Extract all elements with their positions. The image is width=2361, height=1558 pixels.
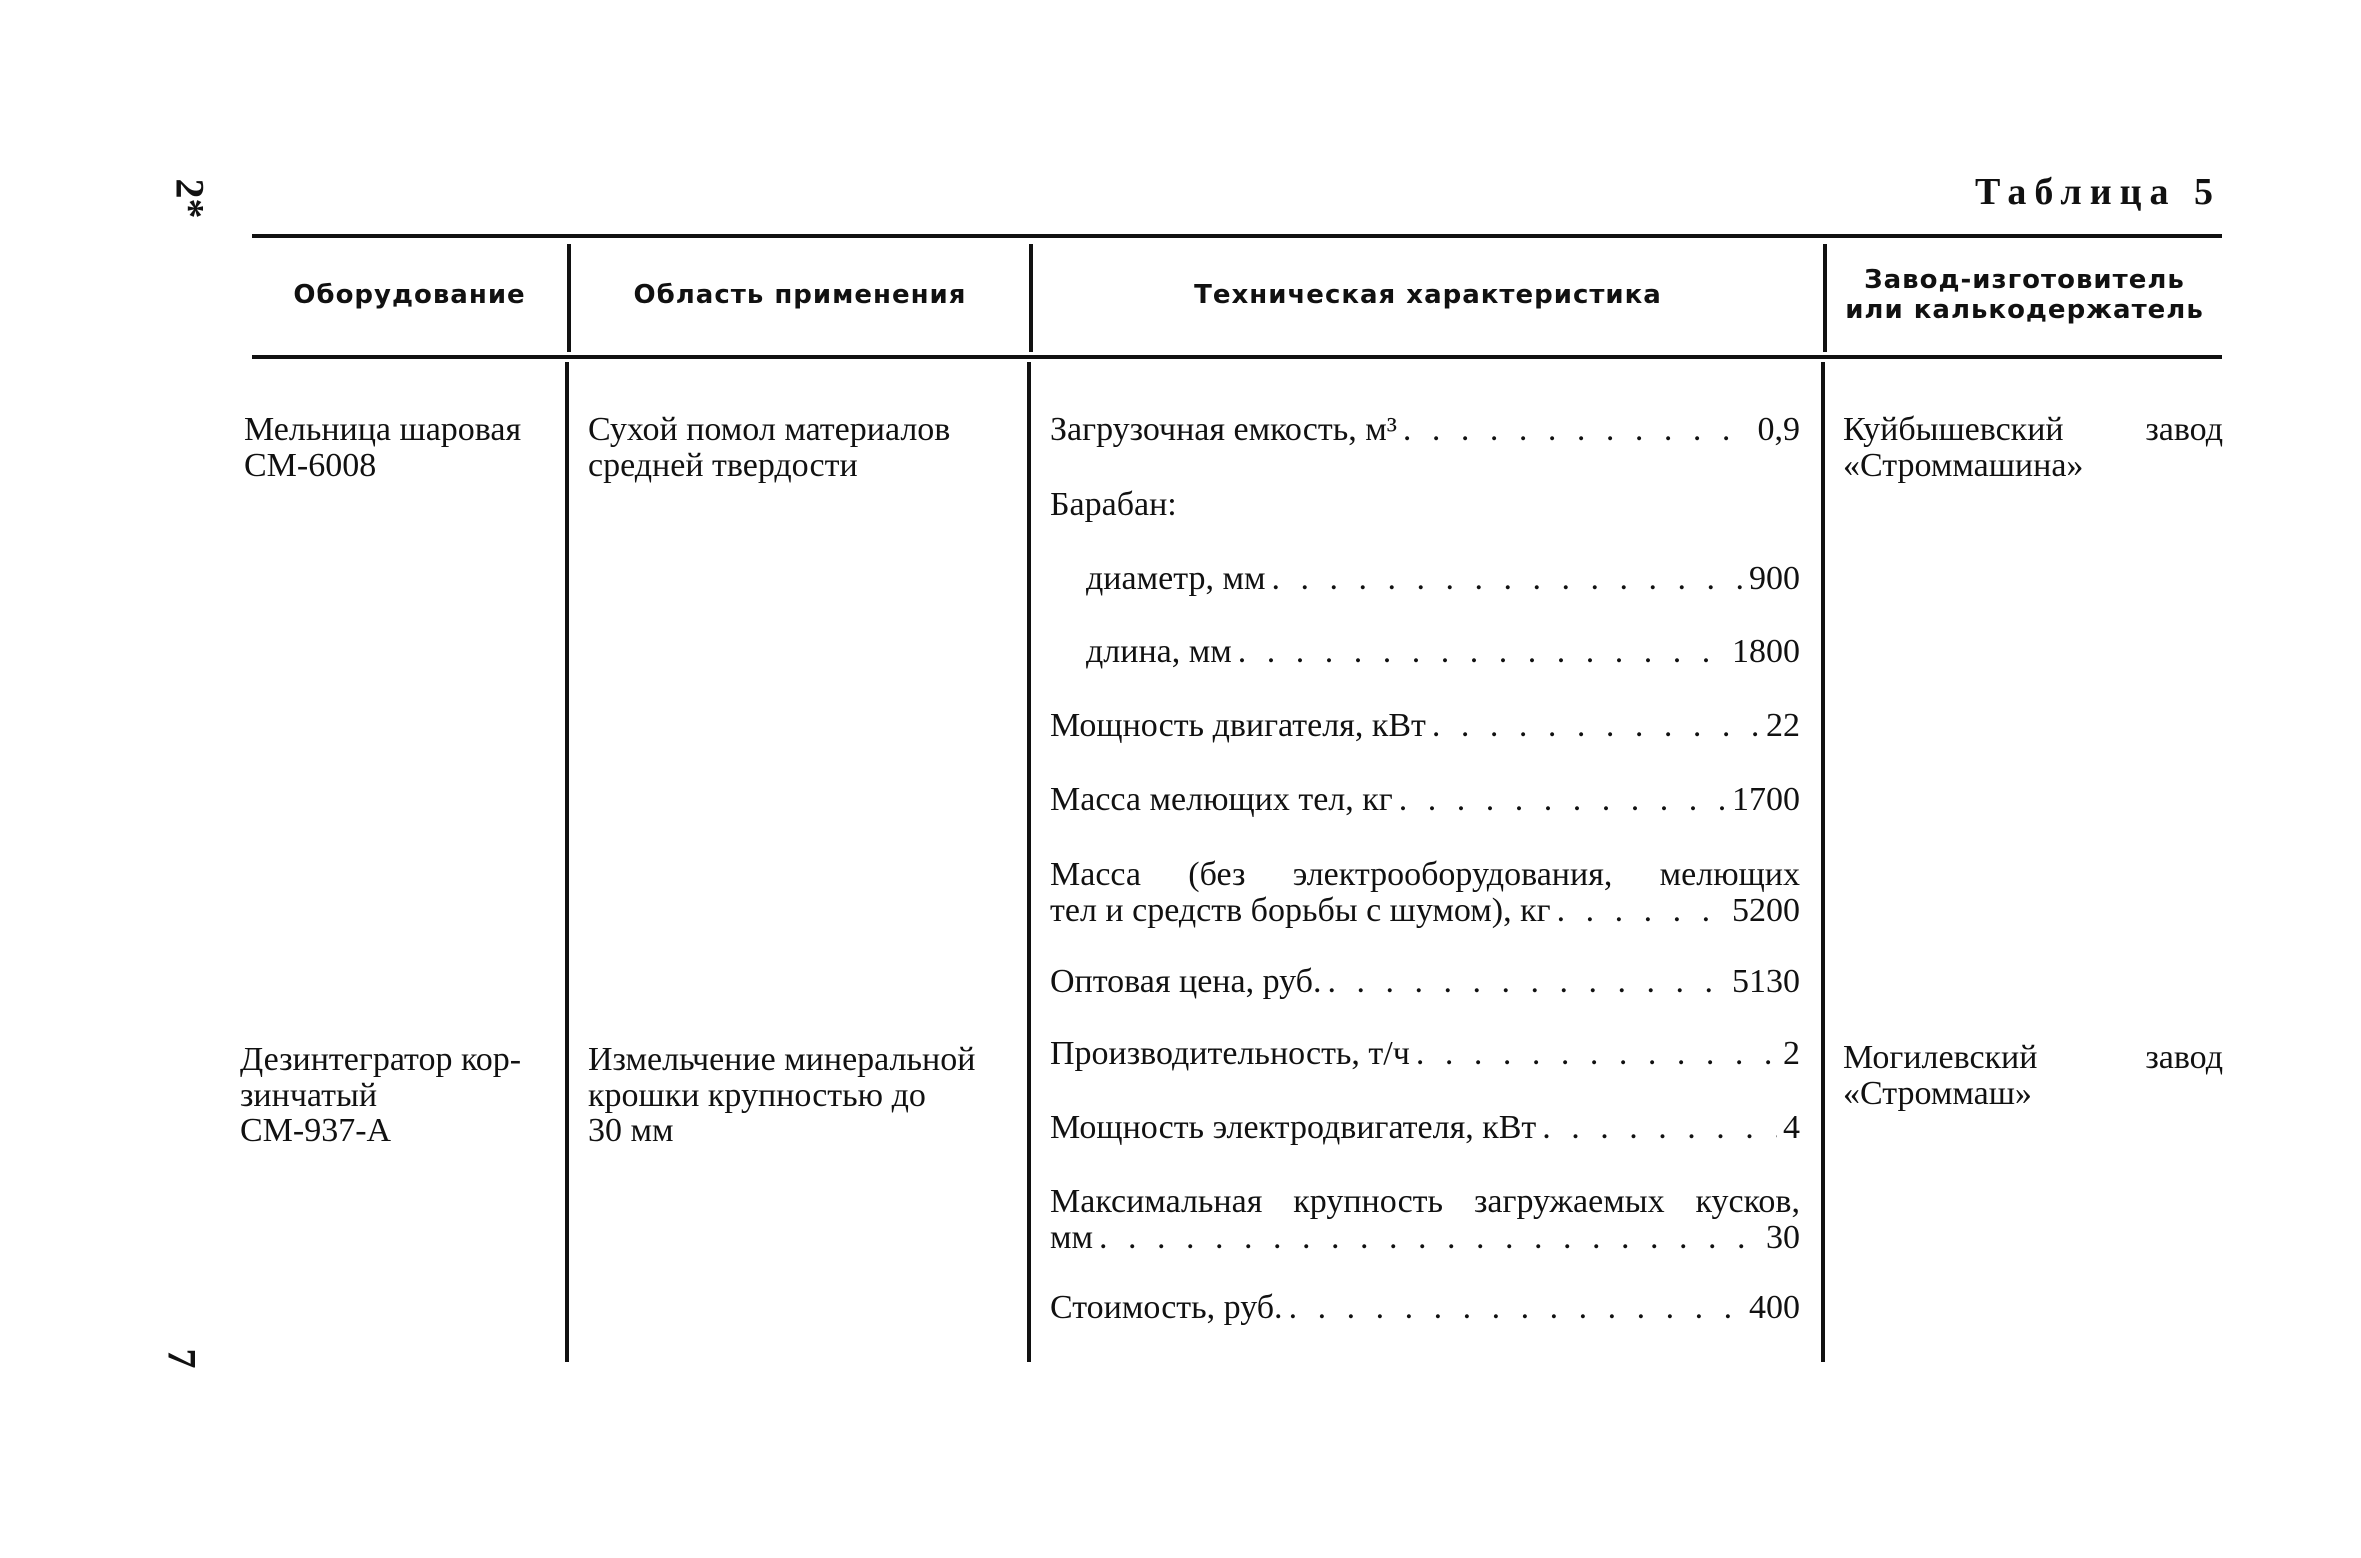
body-divider-3 bbox=[1821, 362, 1825, 1362]
row2-manufacturer-line2: «Строммаш» bbox=[1843, 1074, 2032, 1112]
spec-value: 5200 bbox=[1732, 891, 1800, 929]
table-top-rule bbox=[252, 234, 2222, 238]
leader-dots bbox=[1542, 1110, 1777, 1146]
spec-label: Оптовая цена, руб. bbox=[1050, 963, 1322, 1000]
spec-value: 22 bbox=[1766, 707, 1800, 744]
spec-value: 5130 bbox=[1732, 963, 1800, 1000]
header-manufacturer: Завод-изготовитель или калькодержатель bbox=[1845, 265, 2204, 325]
body-divider-1 bbox=[565, 362, 569, 1362]
spec-row-multiline bbox=[1050, 857, 1800, 928]
leader-dots bbox=[1238, 634, 1726, 670]
leader-dots bbox=[1557, 893, 1726, 929]
row2-application bbox=[588, 1042, 1008, 1149]
spec-value: 1800 bbox=[1732, 633, 1800, 670]
row1-equipment-text: Мельница шаровая СМ-6008 bbox=[244, 411, 522, 484]
spec-label: диаметр, мм bbox=[1086, 560, 1266, 597]
leader-dots bbox=[1416, 1036, 1777, 1072]
row2-manufacturer-word: завод bbox=[2145, 1039, 2223, 1076]
leader-dots bbox=[1327, 964, 1726, 1000]
header-specs: Техническая характеристика bbox=[1194, 280, 1662, 311]
leader-dots bbox=[1289, 1290, 1743, 1326]
row2-manufacturer-name: Могилевский bbox=[1843, 1039, 2038, 1076]
page-mark-top: 2* bbox=[167, 178, 213, 219]
spec-value: 0,9 bbox=[1757, 411, 1800, 448]
spec-label: Мощность электродвигателя, кВт bbox=[1050, 1109, 1537, 1146]
spec-label: Мощность двигателя, кВт bbox=[1050, 707, 1426, 744]
spec-row-heading bbox=[1050, 487, 1800, 523]
spec-row bbox=[1050, 1290, 1800, 1326]
body-divider-2 bbox=[1027, 362, 1031, 1362]
spec-value: 900 bbox=[1749, 560, 1800, 597]
spec-label: Загрузочная емкость, м³ bbox=[1050, 411, 1397, 448]
spec-label: Барабан: bbox=[1050, 486, 1177, 523]
page-mark-bottom: 7 bbox=[159, 1348, 205, 1369]
row1-manufacturer-line2: «Строммашина» bbox=[1843, 446, 2084, 484]
header-equipment: Оборудование bbox=[293, 280, 526, 311]
row1-manufacturer-word: завод bbox=[2145, 411, 2223, 448]
row1-manufacturer-name: Куйбышевский bbox=[1843, 411, 2064, 448]
row2-manufacturer bbox=[1843, 1040, 2223, 1111]
spec-row bbox=[1050, 964, 1800, 1000]
spec-label: Стоимость, руб. bbox=[1050, 1289, 1283, 1326]
spec-row bbox=[1050, 1036, 1800, 1072]
row1-application-text: Сухой помол материалов средней твердости bbox=[588, 411, 951, 484]
spec-label: Максимальная крупность загружаемых кусков, bbox=[1050, 1183, 1800, 1220]
spec-row bbox=[1050, 708, 1800, 744]
spec-label-cont: тел и средств борьбы с шумом), кг bbox=[1050, 891, 1551, 929]
table-title: Таблица 5 bbox=[1974, 171, 2221, 213]
leader-dots bbox=[1272, 561, 1744, 597]
row1-equipment bbox=[244, 412, 554, 483]
row2-application-text: Измельчение минеральной крошки крупностью до 30 мм bbox=[588, 1041, 976, 1150]
leader-dots bbox=[1432, 708, 1760, 744]
leader-dots bbox=[1403, 412, 1752, 448]
spec-row bbox=[1050, 782, 1800, 818]
row2-equipment-text: Дезинтегратор кор- зинчатый СМ-937-А bbox=[240, 1041, 522, 1150]
spec-label: Масса (без электрооборудования, мелющих bbox=[1050, 856, 1800, 893]
spec-value: 4 bbox=[1783, 1109, 1800, 1146]
row1-manufacturer bbox=[1843, 412, 2223, 483]
spec-value: 1700 bbox=[1732, 781, 1800, 818]
leader-dots bbox=[1399, 782, 1726, 818]
spec-row-multiline bbox=[1050, 1184, 1800, 1255]
spec-row bbox=[1086, 634, 1800, 670]
header-application: Область применения bbox=[633, 280, 967, 311]
spec-row bbox=[1050, 412, 1800, 448]
spec-value: 400 bbox=[1749, 1289, 1800, 1326]
leader-dots bbox=[1099, 1220, 1760, 1256]
spec-label: Производительность, т/ч bbox=[1050, 1035, 1410, 1072]
spec-row bbox=[1050, 1110, 1800, 1146]
spec-row bbox=[1086, 561, 1800, 597]
spec-label: Масса мелющих тел, кг bbox=[1050, 781, 1393, 818]
row2-equipment bbox=[240, 1042, 562, 1149]
spec-label-cont: мм bbox=[1050, 1218, 1094, 1256]
spec-label: длина, мм bbox=[1086, 633, 1232, 670]
row1-application bbox=[588, 412, 1008, 483]
spec-value: 30 bbox=[1766, 1218, 1800, 1256]
table-header-rule bbox=[252, 355, 2222, 359]
spec-value: 2 bbox=[1783, 1035, 1800, 1072]
